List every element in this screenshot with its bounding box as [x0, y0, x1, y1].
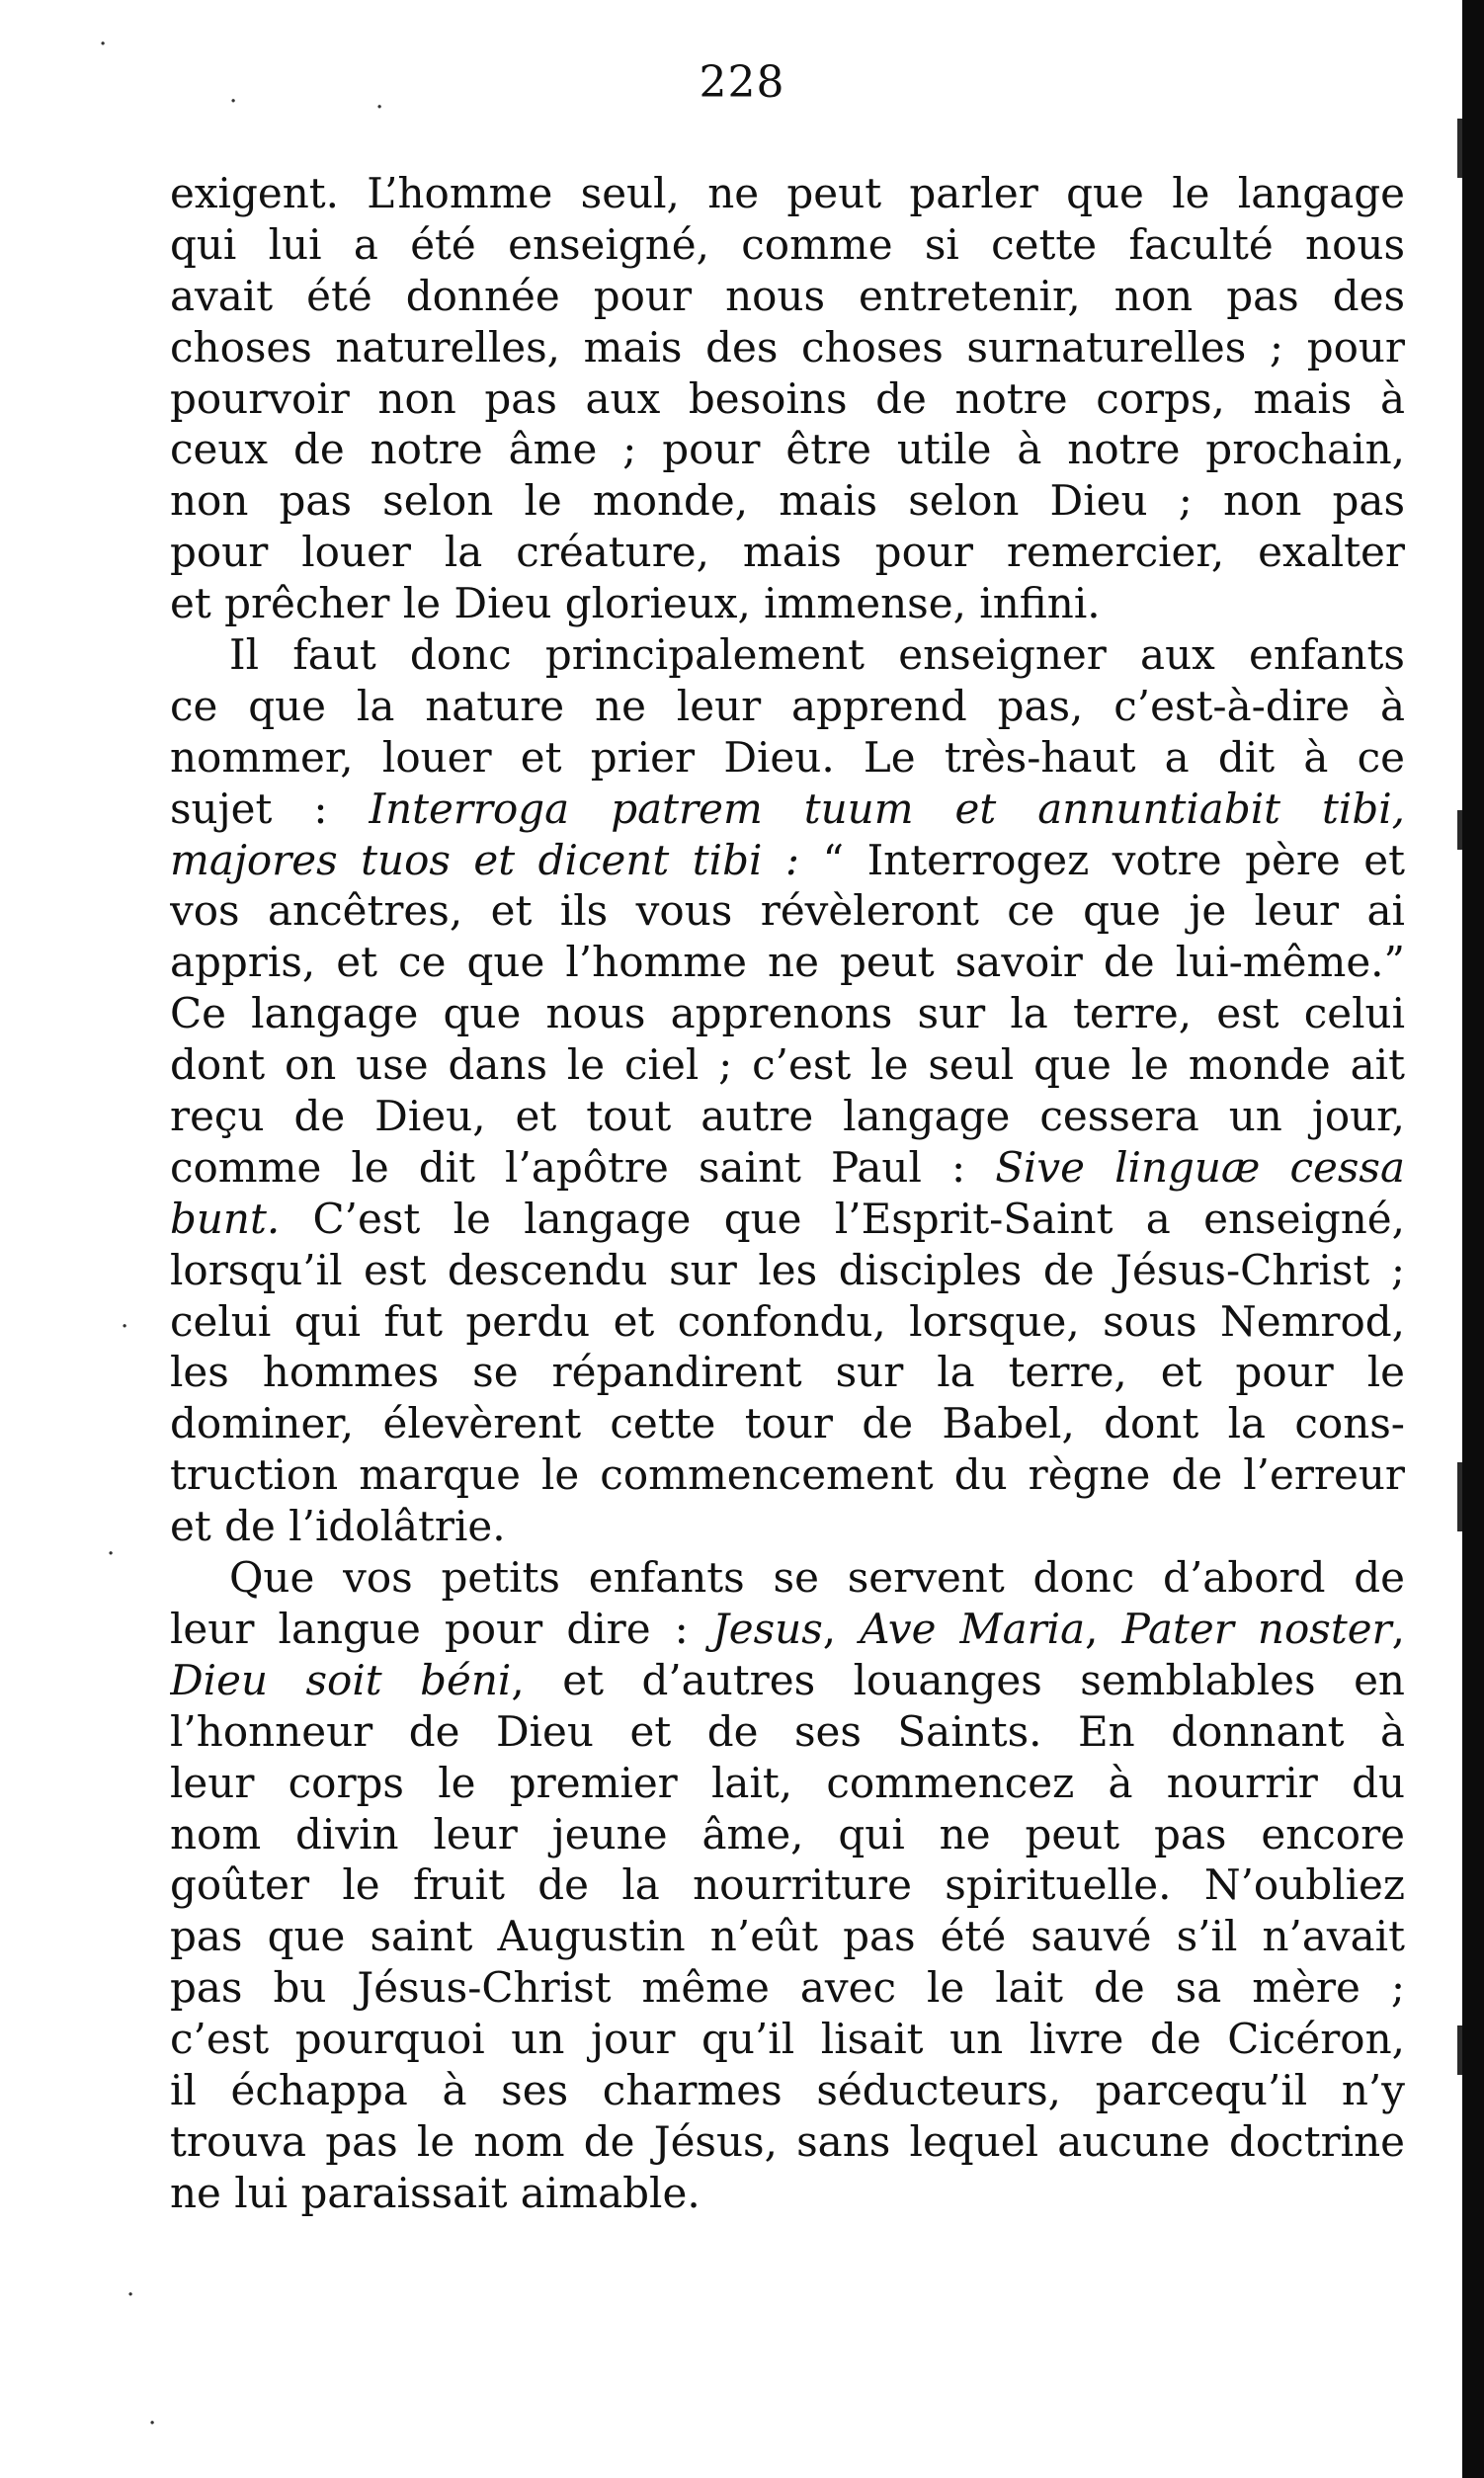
text-segment: il échappa à ses charmes séducteurs, parcequ’il n’y — [170, 2065, 1405, 2114]
text-line — [170, 475, 1405, 527]
margin-speck: · — [99, 30, 108, 59]
text-segment: qui lui a été enseigné, comme si cette faculté nous — [170, 219, 1405, 269]
text-line — [170, 271, 1405, 322]
paragraph — [170, 629, 1405, 1552]
text-line — [170, 681, 1405, 732]
text-line — [170, 835, 1405, 886]
text-segment: leur corps le premier lait, commencez à nourrir du — [170, 1758, 1405, 1807]
binding-speck — [1457, 1462, 1462, 1531]
text-segment: C’est le langage que l’Esprit-Saint a enseigné, — [280, 1194, 1405, 1243]
text-segment: dont on use dans le ciel ; c’est le seul que le monde ait — [170, 1040, 1405, 1090]
text-segment: et de l’idolâtrie. — [170, 1502, 506, 1551]
text-line — [170, 1706, 1405, 1758]
text-segment: celui qui fut perdu et confondu, lorsque, sous Nemrod, — [170, 1296, 1405, 1346]
text-line — [170, 1347, 1405, 1398]
text-line — [170, 578, 1405, 629]
text-segment: vos ancêtres, et ils vous révèleront ce que je leur ai — [170, 886, 1405, 936]
text-segment: sujet : — [170, 784, 370, 833]
text-segment: , — [822, 1604, 861, 1653]
text-segment: et prêcher le Dieu glorieux, immense, infini. — [170, 579, 1101, 628]
text-line — [170, 1501, 1405, 1552]
text-line — [170, 732, 1405, 784]
text-line — [170, 1859, 1405, 1911]
text-line — [170, 2168, 1405, 2219]
text-line — [170, 1296, 1405, 1348]
latin-italic-segment: Dieu soit béni — [170, 1655, 512, 1704]
text-segment: appris, et ce que l’homme ne peut savoir de lui-même.” — [170, 938, 1405, 987]
margin-speck: · — [126, 2280, 135, 2310]
text-line — [170, 1039, 1405, 1091]
text-line — [170, 1604, 1405, 1655]
text-segment: nom divin leur jeune âme, qui ne peut pas encore — [170, 1809, 1405, 1858]
text-segment: , et d’autres louanges semblables en — [511, 1655, 1405, 1704]
text-segment: les hommes se répandirent sur la terre, et pour le — [170, 1348, 1405, 1397]
text-segment: exigent. L’homme seul, ne peut parler que le langage — [170, 169, 1405, 217]
text-line — [170, 1449, 1405, 1501]
text-line — [170, 1091, 1405, 1142]
text-line — [170, 1758, 1405, 1809]
text-line — [170, 2065, 1405, 2116]
text-segment: Il faut donc principalement enseigner aux enfants — [229, 630, 1405, 680]
text-segment: pourvoir non pas aux besoins de notre corps, mais à — [170, 373, 1405, 423]
text-segment: Que vos petits enfants se servent donc d’abord de — [229, 1553, 1405, 1603]
text-line — [170, 1398, 1405, 1449]
text-segment: c’est pourquoi un jour qu’il lisait un livre de Cicéron, — [170, 2015, 1405, 2064]
latin-italic-segment: Interroga patrem tuum et annuntiabit tibi, — [369, 784, 1405, 833]
margin-speck: · — [229, 87, 238, 117]
text-segment: l’honneur de Dieu et de ses Saints. En donnant à — [170, 1706, 1405, 1756]
paragraph — [170, 168, 1405, 629]
text-line — [170, 322, 1405, 373]
text-line — [170, 2014, 1405, 2065]
text-segment: ceux de notre âme ; pour être utile à notre prochain, — [170, 425, 1405, 474]
text-segment: dominer, élevèrent cette tour de Babel, dont la cons- — [170, 1399, 1405, 1448]
text-line — [170, 784, 1405, 835]
text-line — [170, 1142, 1405, 1194]
text-line — [170, 527, 1405, 578]
body-text — [170, 168, 1405, 2219]
text-line — [170, 988, 1405, 1039]
text-segment: lorsqu’il est descendu sur les disciples de Jésus-Christ ; — [170, 1245, 1405, 1294]
text-segment: truction marque le commencement du règne de l’erreur — [170, 1450, 1405, 1500]
binding-speck — [1457, 2025, 1462, 2075]
margin-speck: · — [375, 93, 384, 123]
latin-italic-segment: Pater noster — [1121, 1604, 1392, 1653]
text-line — [170, 1809, 1405, 1860]
text-line — [170, 1245, 1405, 1296]
text-line — [170, 885, 1405, 937]
margin-speck: · — [148, 2409, 157, 2438]
text-segment: non pas selon le monde, mais selon Dieu ; non pas — [170, 476, 1405, 526]
page-number: 228 — [699, 57, 785, 108]
text-segment: choses naturelles, mais des choses surnaturelles ; pour — [170, 322, 1405, 372]
text-line — [170, 373, 1405, 425]
binding-speck — [1457, 810, 1462, 850]
text-segment: , — [1391, 1604, 1405, 1653]
text-segment: comme le dit l’apôtre saint Paul : — [170, 1142, 996, 1192]
text-line — [170, 1552, 1405, 1604]
margin-speck: · — [121, 1312, 129, 1342]
binding-speck — [1457, 119, 1462, 178]
text-line — [170, 937, 1405, 988]
binding-shadow — [1462, 0, 1484, 2478]
text-segment: reçu de Dieu, et tout autre langage cessera un jour, — [170, 1092, 1405, 1141]
text-segment: ne lui paraissait aimable. — [170, 2168, 701, 2217]
text-segment: trouva pas le nom de Jésus, sans lequel aucune doctrine — [170, 2116, 1405, 2166]
text-line — [170, 1911, 1405, 1962]
margin-speck: · — [107, 1539, 116, 1569]
latin-italic-segment: Jesus — [711, 1604, 823, 1653]
text-segment: pas bu Jésus-Christ même avec le lait de sa mère ; — [170, 1963, 1405, 2013]
latin-italic-segment: majores tuos et dicent tibi : — [170, 835, 800, 884]
text-segment: Ce langage que nous apprenons sur la terre, est celui — [170, 989, 1405, 1038]
text-segment: goûter le fruit de la nourriture spirituelle. N’oubliez — [170, 1860, 1405, 1910]
paragraph — [170, 1552, 1405, 2219]
text-line — [170, 2116, 1405, 2168]
text-segment: , — [1085, 1604, 1122, 1653]
text-line — [170, 1962, 1405, 2014]
latin-italic-segment: Ave Maria — [860, 1604, 1086, 1653]
text-line — [170, 168, 1405, 219]
text-segment: ce que la nature ne leur apprend pas, c’est-à-dire à — [170, 681, 1405, 730]
text-line — [170, 424, 1405, 475]
text-segment: leur langue pour dire : — [170, 1604, 712, 1653]
text-line — [170, 219, 1405, 271]
latin-italic-segment: Sive linguæ cessa — [995, 1142, 1405, 1192]
text-line — [170, 1655, 1405, 1706]
text-segment: nommer, louer et prier Dieu. Le très-haut a dit à ce — [170, 732, 1405, 782]
text-line — [170, 629, 1405, 681]
text-segment: avait été donnée pour nous entretenir, non pas des — [170, 271, 1405, 320]
text-segment: pour louer la créature, mais pour remercier, exalter — [170, 528, 1405, 577]
text-segment: pas que saint Augustin n’eût pas été sauvé s’il n’avait — [170, 1912, 1405, 1961]
text-segment: “ Interrogez votre père et — [799, 835, 1405, 884]
text-line — [170, 1194, 1405, 1245]
latin-italic-segment: bunt. — [170, 1194, 281, 1243]
